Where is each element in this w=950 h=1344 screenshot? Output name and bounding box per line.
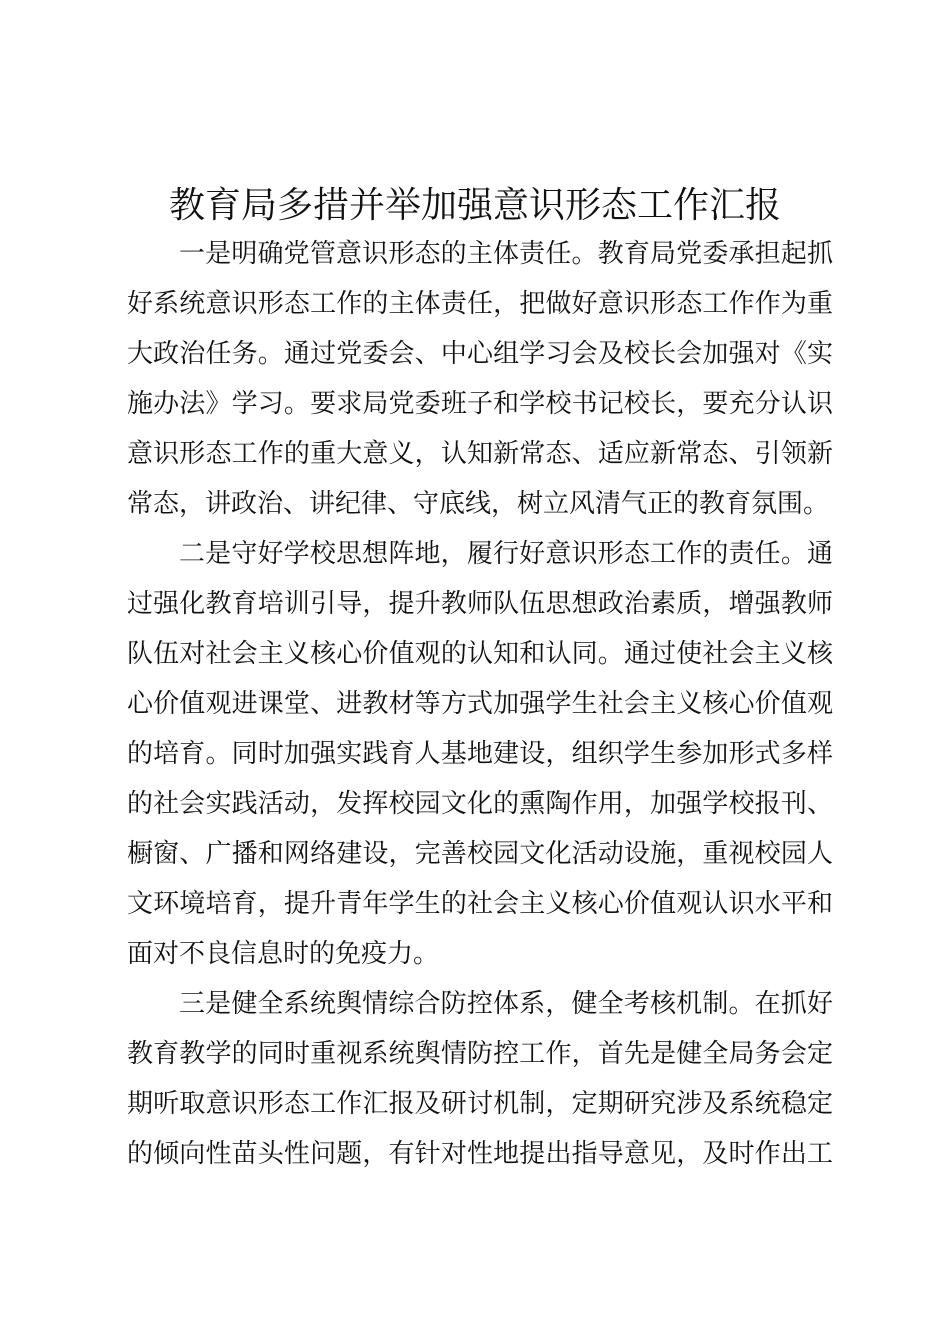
text-line: 文环境培育，提升青年学生的社会主义核心价值观认识水平和 xyxy=(127,889,833,919)
text-line: 的培育。同时加强实践育人基地建设，组织学生参加形式多样 xyxy=(127,739,833,769)
text-line: 队伍对社会主义核心价值观的认知和认同。通过使社会主义核 xyxy=(127,639,833,669)
text-line: 教育教学的同时重视系统舆情防控工作，首先是健全局务会定 xyxy=(127,1039,833,1069)
text-line: 的社会实践活动，发挥校园文化的熏陶作用，加强学校报刊、 xyxy=(127,789,833,819)
text-line: 常态，讲政治、讲纪律、守底线，树立风清气正的教育氛围。 xyxy=(127,489,830,519)
text-line: 大政治任务。通过党委会、中心组学习会及校长会加强对《实 xyxy=(127,339,833,369)
text-line: 二是守好学校思想阵地，履行好意识形态工作的责任。通 xyxy=(179,539,833,569)
paragraph-1 xyxy=(127,229,833,529)
text-line: 心价值观进课堂、进教材等方式加强学生社会主义核心价值观 xyxy=(127,689,833,719)
text-line: 的倾向性苗头性问题，有针对性地提出指导意见，及时作出工 xyxy=(127,1139,833,1169)
text-line: 意识形态工作的重大意义，认知新常态、适应新常态、引领新 xyxy=(127,439,833,469)
text-line: 过强化教育培训引导，提升教师队伍思想政治素质，增强教师 xyxy=(127,589,833,619)
document-title: 教育局多措并举加强意识形态工作汇报 xyxy=(168,185,781,226)
text-line: 面对不良信息时的免疫力。 xyxy=(127,939,440,969)
text-line: 三是健全系统舆情综合防控体系，健全考核机制。在抓好 xyxy=(179,989,833,1019)
paragraph-2 xyxy=(127,529,833,979)
text-line: 施办法》学习。要求局党委班子和学校书记校长，要充分认识 xyxy=(127,389,833,419)
text-line: 一是明确党管意识形态的主体责任。教育局党委承担起抓 xyxy=(179,239,833,269)
text-line: 好系统意识形态工作的主体责任，把做好意识形态工作作为重 xyxy=(127,289,833,319)
paragraph-3 xyxy=(127,979,833,1179)
text-line: 橱窗、广播和网络建设，完善校园文化活动设施，重视校园人 xyxy=(127,839,833,869)
text-line: 期听取意识形态工作汇报及研讨机制，定期研究涉及系统稳定 xyxy=(127,1089,833,1119)
document-body xyxy=(127,229,833,1179)
